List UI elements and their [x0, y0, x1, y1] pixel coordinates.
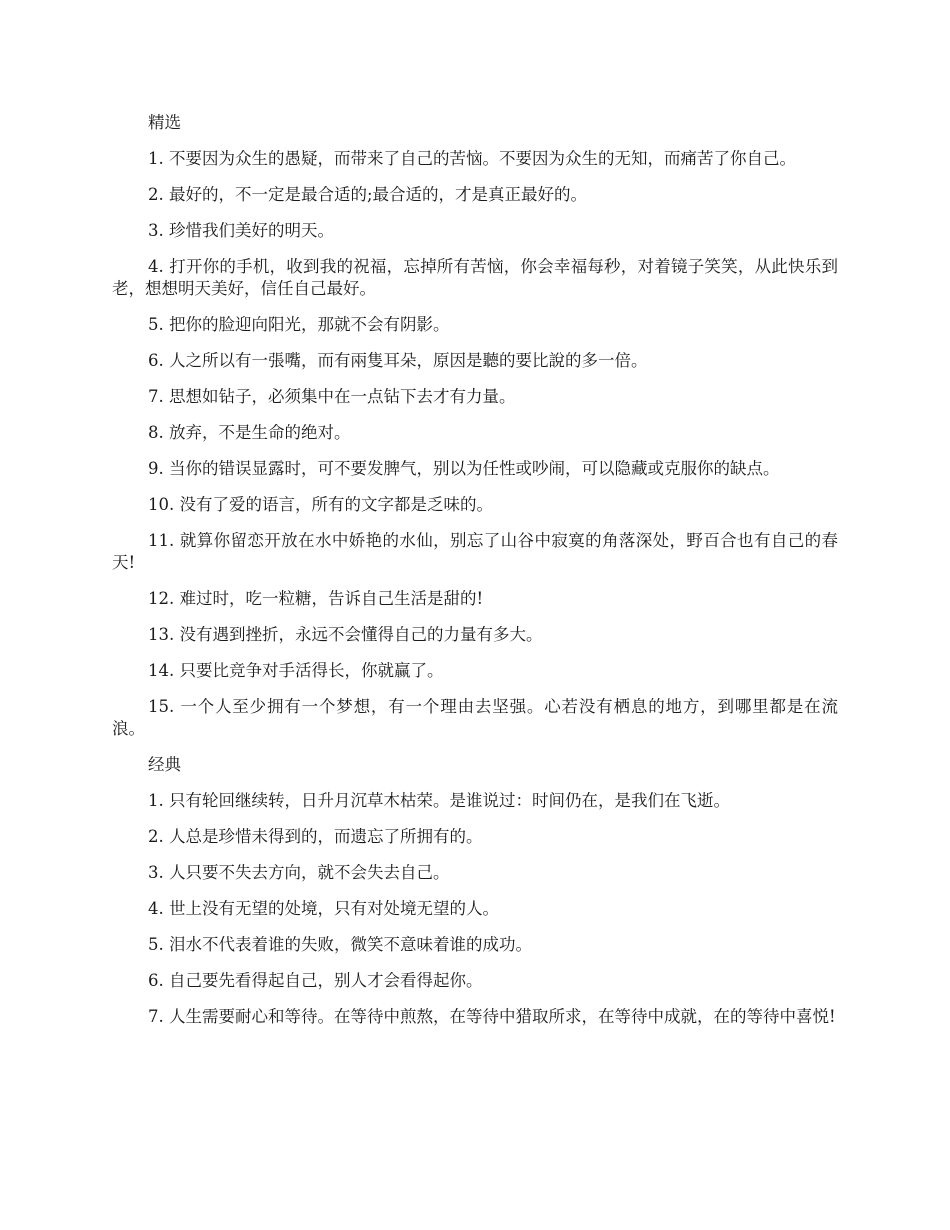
quote-item: 15. 一个人至少拥有一个梦想，有一个理由去坚强。心若没有栖息的地方，到哪里都是在流浪。	[112, 697, 838, 738]
quote-item: 4. 打开你的手机，收到我的祝福，忘掉所有苦恼，你会幸福每秒，对着镜子笑笑，从此快乐到老，想想明天美好，信任自己最好。	[112, 257, 838, 298]
quote-item: 5. 把你的脸迎向阳光，那就不会有阴影。	[148, 315, 450, 334]
quote-item: 12. 难过时，吃一粒糖，告诉自己生活是甜的!	[148, 589, 484, 608]
quote-item: 14. 只要比竞争对手活得长，你就赢了。	[148, 661, 444, 680]
quote-item: 1. 不要因为众生的愚疑，而带来了自己的苦恼。不要因为众生的无知，而痛苦了你自己。	[148, 149, 796, 168]
quote-item: 7. 人生需要耐心和等待。在等待中煎熬，在等待中猎取所求，在等待中成就，在的等待中喜悦!	[148, 1007, 836, 1026]
quote-item: 6. 人之所以有一張嘴，而有兩隻耳朵，原因是聽的要比說的多一倍。	[148, 351, 648, 370]
section-classic	[112, 754, 838, 1028]
quote-item: 3. 人只要不失去方向，就不会失去自己。	[148, 863, 450, 882]
quote-item: 1. 只有轮回继续转，日升月沉草木枯荣。是谁说过：时间仍在，是我们在飞逝。	[148, 791, 730, 810]
quote-item: 6. 自己要先看得起自己，别人才会看得起你。	[148, 971, 483, 990]
quote-item: 2. 最好的，不一定是最合适的;最合适的，才是真正最好的。	[148, 185, 588, 204]
quote-item: 4. 世上没有无望的处境，只有对处境无望的人。	[148, 899, 499, 918]
quote-item: 3. 珍惜我们美好的明天。	[148, 221, 334, 240]
section-heading: 经典	[148, 755, 181, 774]
quote-item: 5. 泪水不代表着谁的失败，微笑不意味着谁的成功。	[148, 935, 532, 954]
quote-item: 7. 思想如钻子，必须集中在一点钻下去才有力量。	[148, 387, 516, 406]
quote-item: 2. 人总是珍惜未得到的，而遗忘了所拥有的。	[148, 827, 483, 846]
quote-item: 11. 就算你留恋开放在水中娇艳的水仙，别忘了山谷中寂寞的角落深处，野百合也有自己的春天!	[112, 531, 838, 572]
quote-item: 9. 当你的错误显露时，可不要发脾气，别以为任性或吵闹，可以隐藏或克服你的缺点。	[148, 459, 780, 478]
quote-item: 10. 没有了爱的语言，所有的文字都是乏味的。	[148, 495, 493, 514]
section-featured	[112, 112, 838, 740]
quote-item: 8. 放弃，不是生命的绝对。	[148, 423, 351, 442]
quote-item: 13. 没有遇到挫折，永远不会懂得自己的力量有多大。	[148, 625, 543, 644]
section-heading: 精选	[148, 113, 181, 132]
